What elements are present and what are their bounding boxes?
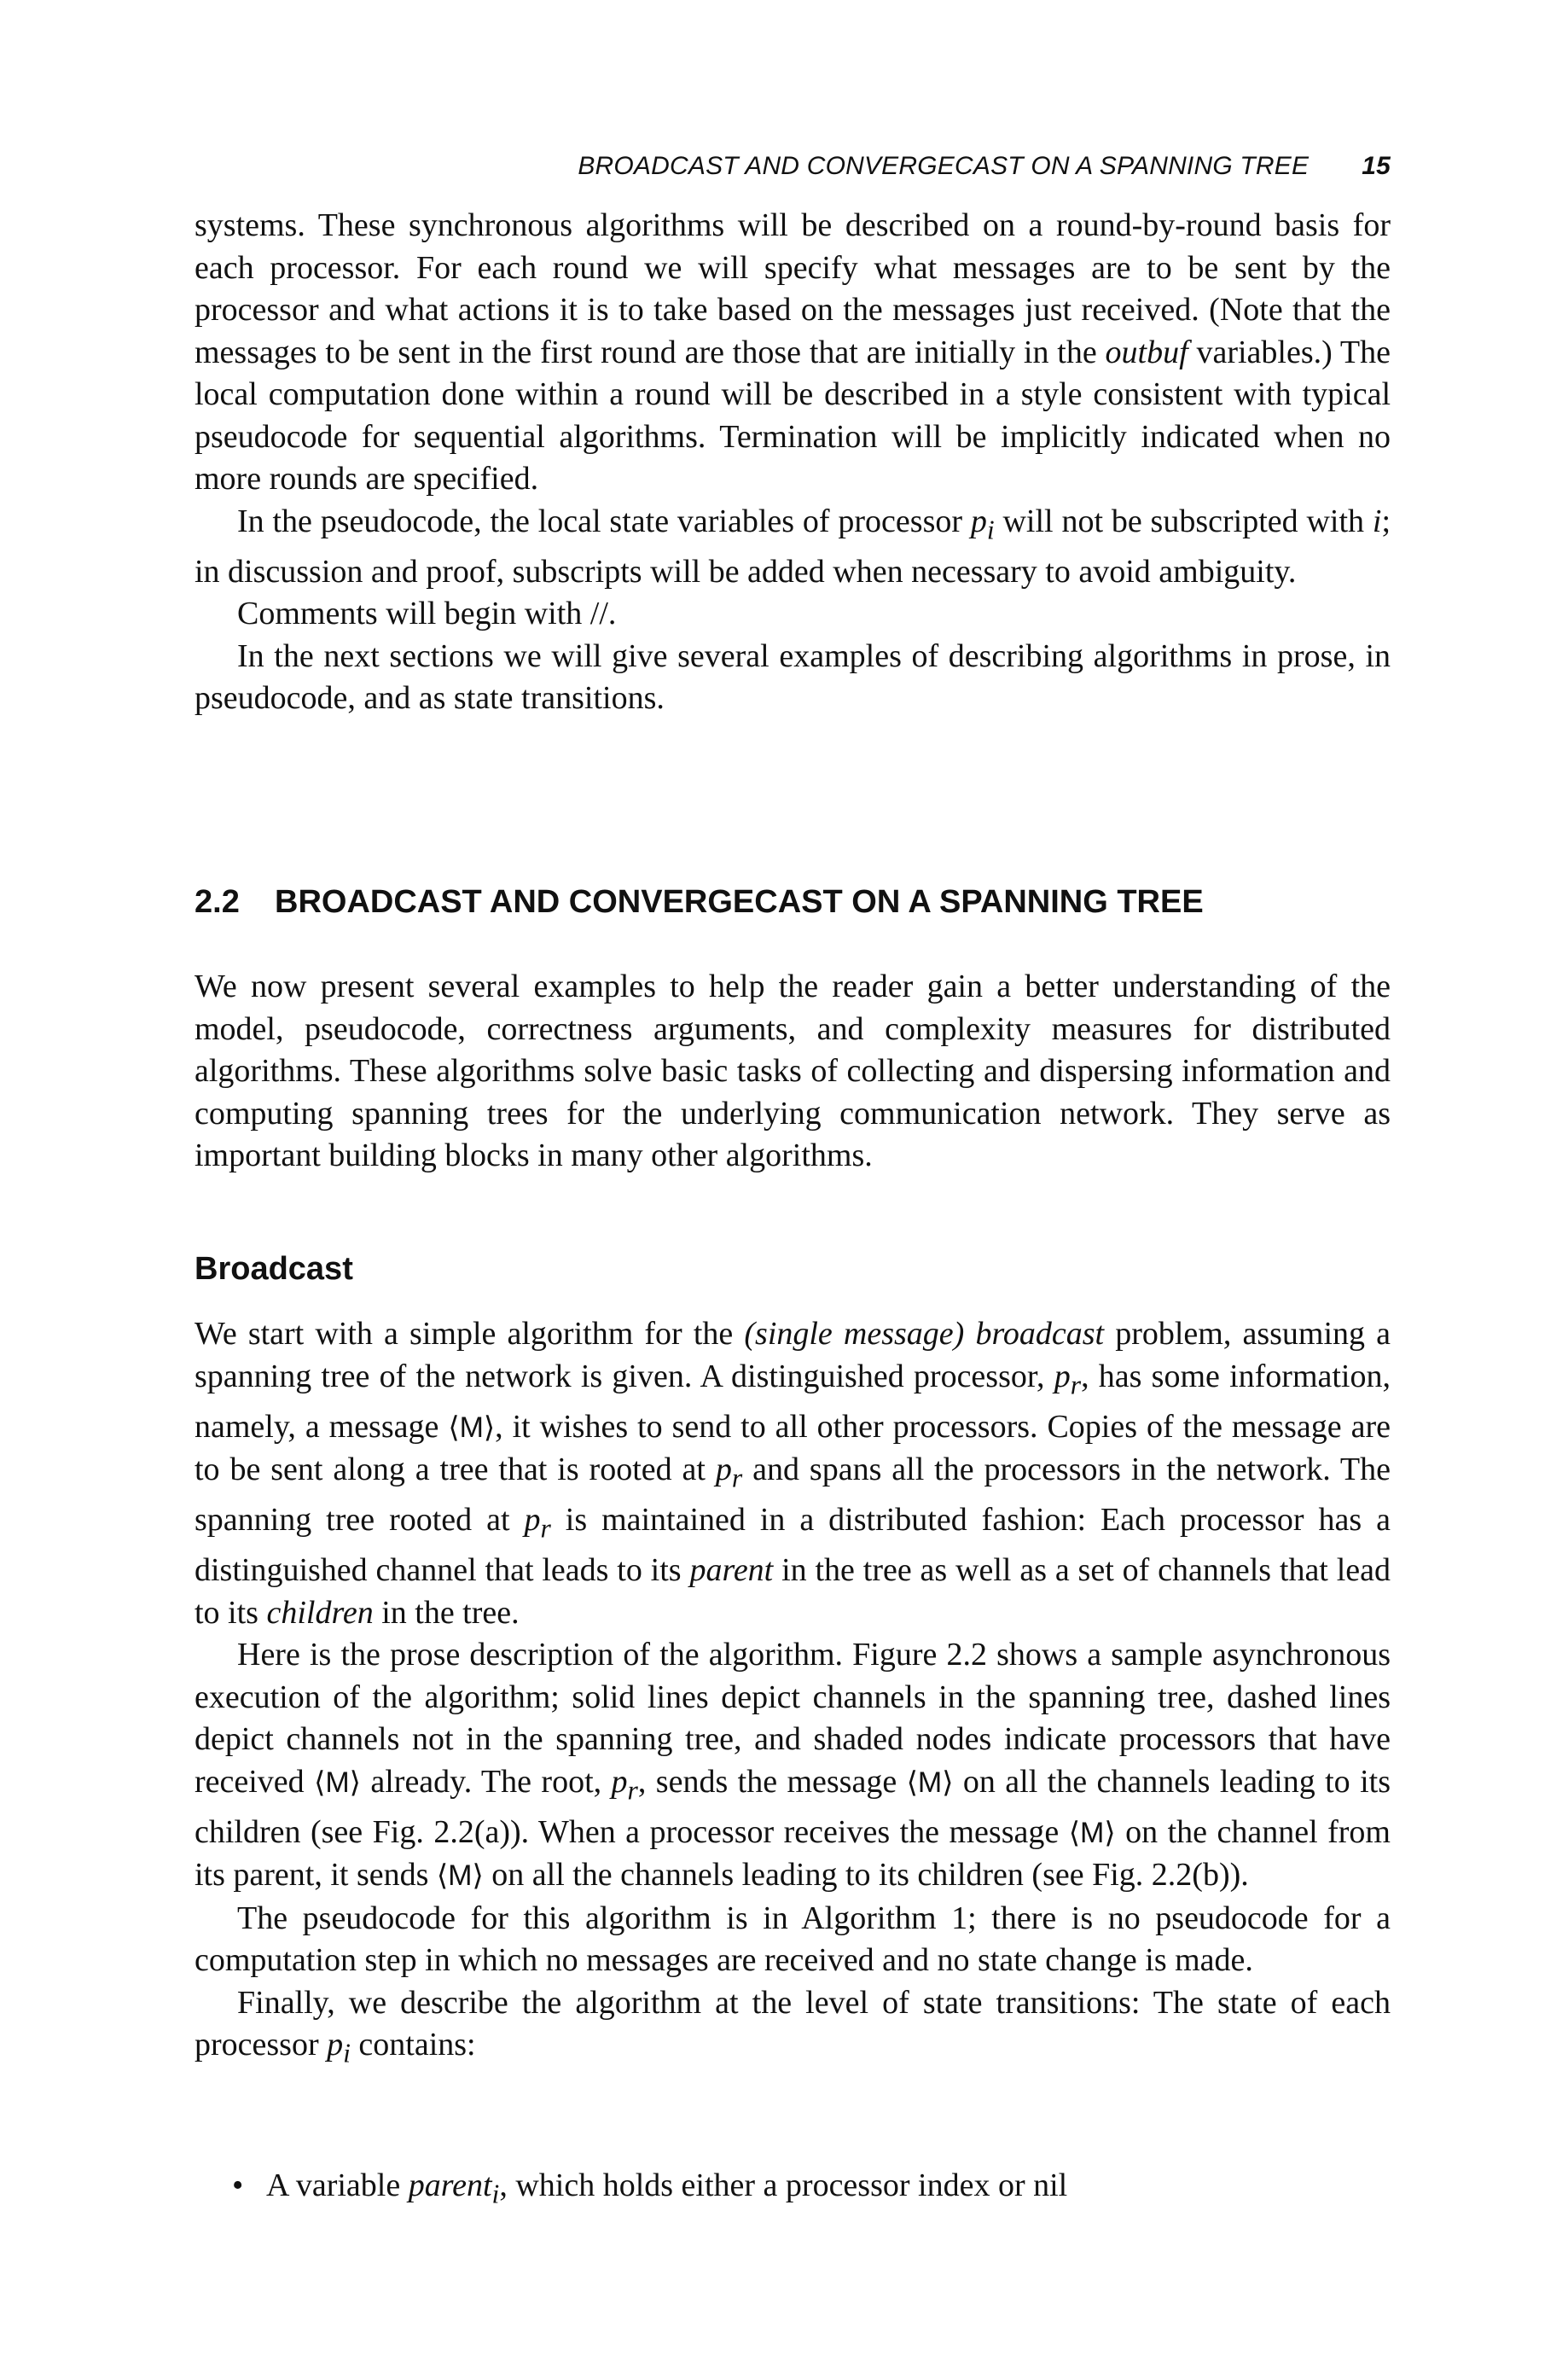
intro-paragraph-2: In the pseudocode, the local state variables of processor $p_i$ will not be subscripted with i; in discussion and proof, subscripts will be added when necessary to avoid ambiguity. [195, 503, 1391, 590]
section-title: BROADCAST AND CONVERGECAST ON A SPANNING TREE [275, 884, 1204, 920]
broadcast-paragraph-3: The pseudocode for this algorithm is in Algorithm 1; there is no pseudocode for a computation step in which no messages are received and no state change is made. [195, 1900, 1391, 1979]
intro-paragraph-1: systems. These synchronous algorithms will be described on a round-by-round basis for each processor. For each round we will specify what messages are to be sent by the processor and what actions it is to take based on the messages just received. (Note that the messages to be sent in the first round are those that are initially in the outbuf variables.) The local computation done within a round will be described in a style consistent with typical pseudocode for sequential algorithms. Termination will be implicitly indicated when no more rounds are specified. [195, 207, 1391, 497]
broadcast-block [195, 1313, 1391, 2074]
broadcast-paragraph-2: Here is the prose description of the algorithm. Figure 2.2 shows a sample asynchronous execution of the algorithm; solid lines depict channels in the spanning tree, dashed lines depict channels not in the spanning tree, and shaded nodes indicate processors that have received ⟨M⟩ already. The root, $p_r$, sends the message ⟨M⟩ on all the channels leading to its children (see Fig. 2.2(a)). When a processor receives the message ⟨M⟩ on the channel from its parent, it sends ⟨M⟩ on all the channels leading to its children (see Fig. 2.2(b)). [195, 1637, 1391, 1894]
section-number: 2.2 [195, 884, 240, 920]
page-number: 15 [1362, 152, 1391, 180]
section-intro-block [195, 966, 1391, 1178]
subsection-heading-broadcast: Broadcast [195, 1251, 353, 1287]
intro-block [195, 205, 1391, 720]
section-heading [195, 884, 1391, 921]
bullet-item-parent-variable: • A variable parent$_i$, which holds either a processor index or nil [232, 2165, 1391, 2215]
bullet-icon: • [232, 2167, 244, 2203]
running-header [195, 152, 1391, 181]
broadcast-paragraph-1: We start with a simple algorithm for the (single message) broadcast problem, assuming a spanning tree of the network is given. A distinguished processor, $p_r$, has some information, namely, a message ⟨M⟩, it wishes to send to all other processors. Copies of the message are to be sent along a tree that is rooted at $p_r$ and spans all the processors in the network. The spanning tree rooted at $p_r$ is maintained in a distributed fashion: Each processor has a distinguished channel that leads to its parent in the tree as well as a set of channels that lead to its children in the tree. [195, 1316, 1391, 1631]
intro-paragraph-3: Comments will begin with //. [237, 596, 617, 632]
running-title: BROADCAST AND CONVERGECAST ON A SPANNING TREE [578, 152, 1310, 180]
broadcast-paragraph-4: Finally, we describe the algorithm at the level of state transitions: The state of each processor $p_i$ contains: [195, 1984, 1391, 2068]
intro-paragraph-4: In the next sections we will give several examples of describing algorithms in prose, in pseudocode, and as state transitions. [195, 637, 1391, 717]
section-paragraph-1: We now present several examples to help the reader gain a better understanding of the model, pseudocode, correctness arguments, and complexity measures for distributed algorithms. These algorithms solve basic tasks of collecting and dispersing information and computing spanning trees for the underlying communication network. They serve as important building blocks in many other algorithms. [195, 969, 1391, 1173]
